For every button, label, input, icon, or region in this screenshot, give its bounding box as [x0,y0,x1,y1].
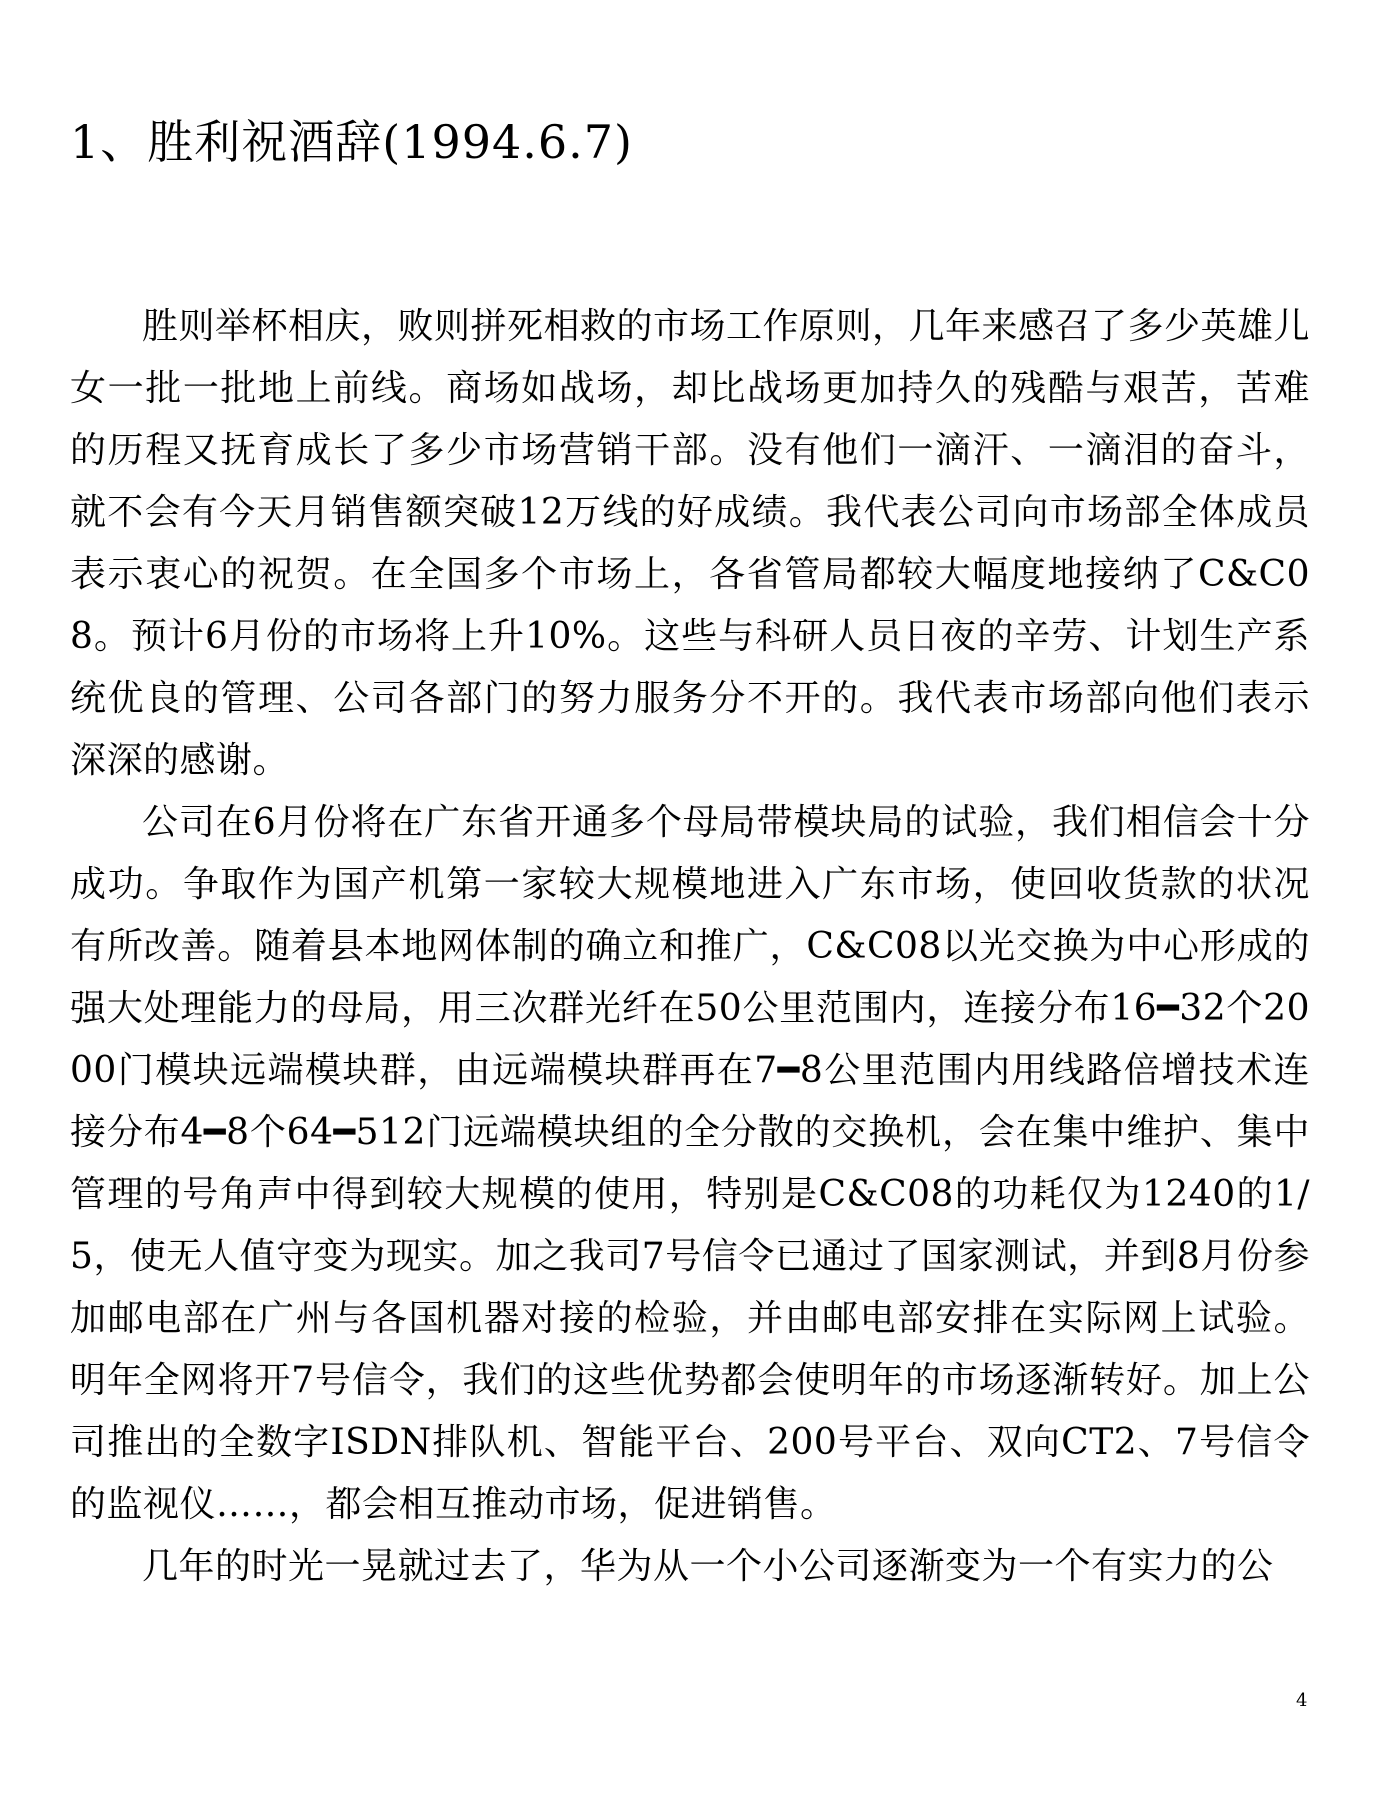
page-number: 4 [1296,1690,1308,1711]
document-title: 1、胜利祝酒辞(1994.6.7) [70,115,634,169]
paragraph-1: 胜则举杯相庆，败则拼死相救的市场工作原则，几年来感召了多少英雄儿女一批一批地上前线。商场如战场，却比战场更加持久的残酷与艰苦，苦难的历程又抚育成长了多少市场营销干部。没有他们一滴汗、一滴泪的奋斗，就不会有今天月销售额突破12万线的好成绩。我代表公司向市场部全体成员表示衷心的祝贺。在全国多个市场上，各省管局都较大幅度地接纳了C&C08。预计6月份的市场将上升10%。这些与科研人员日夜的辛劳、计划生产系统优良的管理、公司各部门的努力服务分不开的。我代表市场部向他们表示深深的感谢。 [70,306,1311,781]
paragraph-2: 公司在6月份将在广东省开通多个母局带模块局的试验，我们相信会十分成功。争取作为国产机第一家较大规模地进入广东市场，使回收货款的状况有所改善。随着县本地网体制的确立和推广，C&C08以光交换为中心形成的强大处理能力的母局，用三次群光纤在50公里范围内，连接分布16━32个2000门模块远端模块群，由远端模块群再在7━8公里范围内用线路倍增技术连接分布4━8个64━512门远端模块组的全分散的交换机，会在集中维护、集中管理的号角声中得到较大规模的使用，特别是C&C08的功耗仅为1240的1/5，使无人值守变为现实。加之我司7号信令已通过了国家测试，并到8月份参加邮电部在广州与各国机器对接的检验，并由邮电部安排在实际网上试验。明年全网将开7号信令，我们的这些优势都会使明年的市场逐渐转好。加上公司推出的全数字ISDN排队机、智能平台、200号平台、双向CT2、7号信令的监视仪……，都会相互推动市场，促进销售。 [70,802,1310,1525]
document-body [70,296,1310,1598]
paragraph-3: 几年的时光一晃就过去了，华为从一个小公司逐渐变为一个有实力的公 [142,1546,1274,1587]
